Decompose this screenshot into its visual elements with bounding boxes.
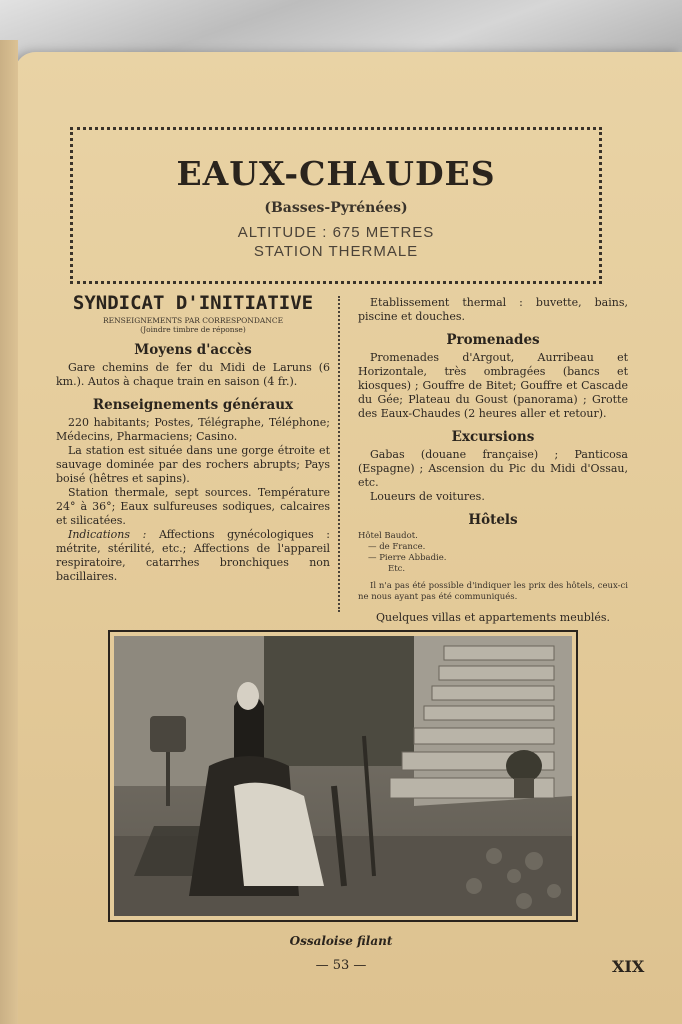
- region-subtitle: (Basses-Pyrénées): [264, 200, 408, 216]
- hotel-item: Hôtel Baudot.: [358, 531, 418, 541]
- renseignements-heading: Renseignements généraux: [92, 397, 294, 413]
- renseignements-text-1: 220 habitants; Postes, Télégraphe, Téléphone; Médecins, Pharmaciens; Casino.: [56, 416, 330, 443]
- photo-spinner-woman: [114, 636, 572, 916]
- hotels-heading: Hôtels: [468, 512, 518, 528]
- photo-illustration: [114, 636, 572, 916]
- page-number: — 53 —: [315, 958, 367, 973]
- hotel-item: Etc.: [388, 564, 406, 574]
- syndicat-heading: SYNDICAT D'INITIATIVE: [72, 292, 314, 314]
- left-column: [56, 292, 330, 584]
- info-line-1: RENSEIGNEMENTS PAR CORRESPONDANCE: [102, 316, 284, 325]
- altitude-text: ALTITUDE : 675 METRES: [237, 224, 435, 241]
- promenades-heading: Promenades: [446, 332, 540, 348]
- photo-frame: [108, 630, 578, 922]
- moyens-heading: Moyens d'accès: [134, 342, 252, 358]
- column-divider: [338, 296, 340, 612]
- page-title: EAUX-CHAUDES: [176, 154, 496, 193]
- station-text: STATION THERMALE: [253, 243, 419, 260]
- etablissement-text: Etablissement thermal : buvette, bains, piscine et douches.: [358, 296, 628, 323]
- excursions-text: Gabas (douane française) ; Panticosa (Espagne) ; Ascension du Pic du Midi d'Ossau, etc.: [358, 448, 628, 489]
- header-box: [70, 127, 602, 284]
- indications-label: Indications :: [68, 528, 147, 541]
- page-edge: [0, 40, 18, 1024]
- loueurs-text: Loueurs de voitures.: [370, 490, 485, 503]
- photo-caption: Ossaloise filant: [289, 934, 393, 948]
- indications-paragraph: [56, 528, 330, 584]
- villas-text: Quelques villas et appartements meublés.: [375, 611, 610, 624]
- info-line-2: (Joindre timbre de réponse): [140, 325, 246, 334]
- excursions-heading: Excursions: [451, 429, 535, 445]
- hotel-item: — de France.: [368, 542, 426, 552]
- promenades-text: Promenades d'Argout, Aurribeau et Horizontale, très ombragées (bancs et kiosques) ; Gouffre de Bitet; Gouffre et Cascade du Gée; Plateau du Goust (panorama) ; Grotte des Eaux-Chaudes (2 heures aller et retour).: [358, 351, 628, 420]
- renseignements-text-2: La station est située dans une gorge étroite et sauvage dominée par des rochers abrupts; Pays boisé (hêtres et sapins).: [56, 444, 330, 485]
- hotel-item: — Pierre Abbadie.: [368, 553, 447, 563]
- right-column: [358, 296, 628, 625]
- section-folio: XIX: [612, 957, 645, 976]
- renseignements-text-3: Station thermale, sept sources. Température 24° à 36°; Eaux sulfureuses sodiques, calcaires et silicatées.: [56, 486, 330, 527]
- prix-note: Il n'a pas été possible d'indiquer les prix des hôtels, ceux-ci ne nous ayant pas été communiqués.: [358, 581, 628, 602]
- moyens-text: Gare chemins de fer du Midi de Laruns (6 km.). Autos à chaque train en saison (4 fr.).: [56, 361, 330, 388]
- indications-text: Affections gynécologiques : métrite, stérilité, etc.; Affections de l'appareil respiratoire, catarrhes bronchiques non bacillaires.: [56, 528, 331, 583]
